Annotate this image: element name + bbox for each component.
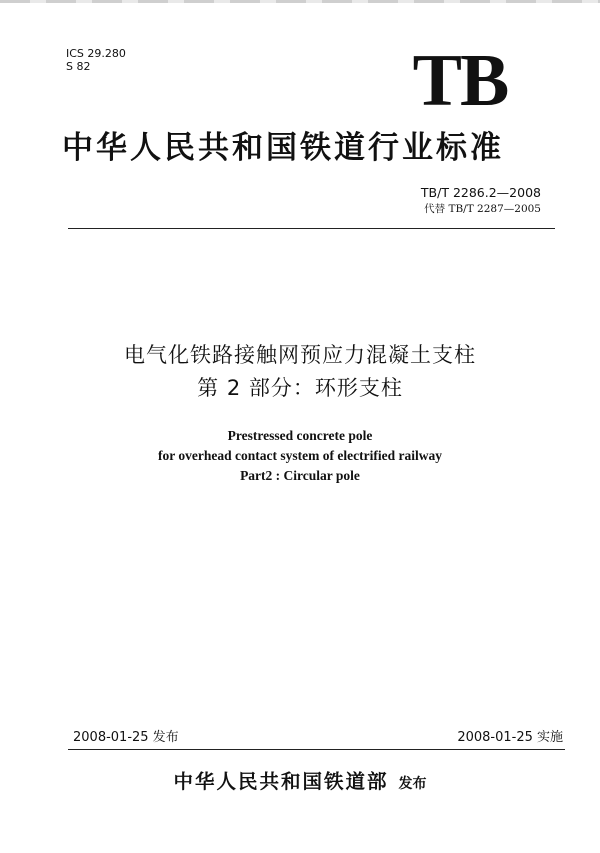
publisher-name: 中华人民共和国铁道部 [173,770,389,793]
title-en-line1: Prestressed concrete pole [227,428,373,443]
scan-top-border [0,0,600,3]
standard-number: TB/T 2286.2—2008 [420,185,541,200]
title-cn-line1: 电气化铁路接触网预应力混凝土支柱 [124,343,476,367]
title-en-line3: Part2 : Circular pole [240,468,360,483]
title-cn-line2: 第 2 部分：环形支柱 [197,376,403,400]
publish-verb: 发布 [398,776,427,792]
title-en-line2: for overhead contact system of electrified railway [158,448,442,463]
ics-code: ICS 29.280 [66,47,126,60]
publisher-line [0,766,600,794]
header-divider [68,228,555,229]
ccs-code: S 82 [66,60,91,73]
classification-codes [66,47,126,73]
footer-divider [68,749,565,750]
replaces-standard: 代替 TB/T 2287—2005 [424,203,541,215]
industry-standard-title: 中华人民共和国铁道行业标准 [62,130,504,166]
issue-date: 2008-01-25 发布 [73,730,179,745]
tb-logo: TB [412,40,508,122]
implementation-date: 2008-01-25 实施 [457,730,563,745]
